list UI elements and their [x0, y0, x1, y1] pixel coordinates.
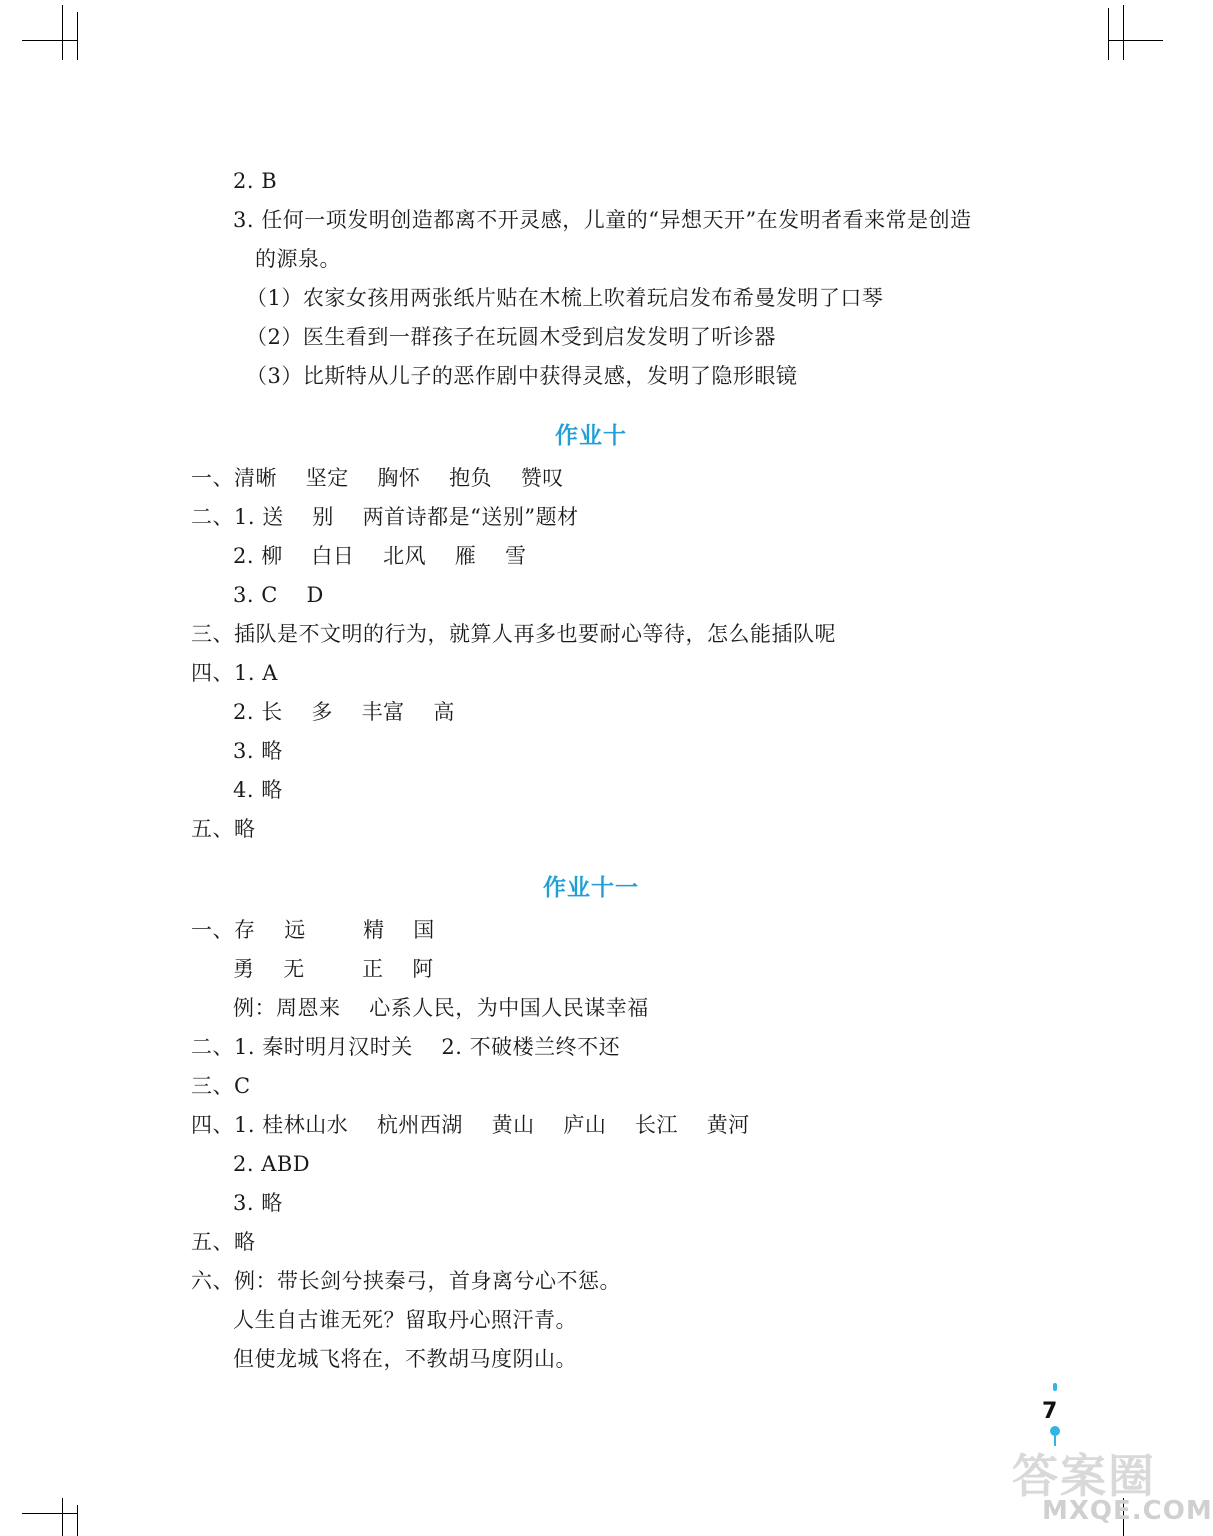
- answer-line: 六、例：带长剑兮挟秦弓，首身离兮心不惩。: [191, 1269, 621, 1293]
- answer-line: 的源泉。: [255, 247, 341, 271]
- watermark-logo: [1012, 1440, 1213, 1536]
- section-title-homework-10: 作业十: [555, 423, 627, 449]
- page-marker-top-icon: [1053, 1383, 1057, 1391]
- crop-mark-bottom-left-v1: [62, 1498, 63, 1536]
- answer-line: 3. 略: [233, 1191, 283, 1215]
- answer-line: 3. 任何一项发明创造都离不开灵感，儿童的“异想天开”在发明者看来常是创造: [233, 208, 972, 232]
- crop-mark-top-right-v2: [1123, 5, 1124, 60]
- answer-line: 2. 柳 白日 北风 雁 雪: [233, 544, 527, 568]
- answer-line: 一、清晰 坚定 胸怀 抱负 赞叹: [191, 466, 564, 490]
- answer-line: 2. ABD: [233, 1152, 311, 1176]
- answer-line: 勇 无 正 阿: [233, 957, 434, 981]
- answer-line: 三、插队是不文明的行为，就算人再多也要耐心等待，怎么能插队呢: [191, 622, 836, 646]
- crop-mark-bottom-left-v2: [77, 1505, 78, 1536]
- answer-line: 2. B: [233, 169, 278, 193]
- answer-line: 二、1. 送 别 两首诗都是“送别”题材: [191, 505, 579, 529]
- crop-mark-top-right-h: [1108, 40, 1163, 41]
- answer-line: 三、C: [191, 1074, 251, 1098]
- answer-line: 一、存 远 精 国: [191, 918, 435, 942]
- answer-line: （1）农家女孩用两张纸片贴在木梳上吹着玩启发布希曼发明了口琴: [246, 286, 884, 310]
- answer-line: 二、1. 秦时明月汉时关 2. 不破楼兰终不还: [191, 1035, 621, 1059]
- answer-line: 五、略: [191, 1230, 256, 1254]
- crop-mark-top-right-v1: [1108, 8, 1109, 60]
- section-title-homework-11: 作业十一: [543, 875, 639, 901]
- crop-mark-top-left-h: [22, 40, 77, 41]
- page-number: 7: [1042, 1399, 1058, 1424]
- watermark-site-text: MXQE.COM: [1042, 1496, 1213, 1526]
- answer-line: （3）比斯特从儿子的恶作剧中获得灵感，发明了隐形眼镜: [246, 364, 798, 388]
- answer-line: 但使龙城飞将在，不教胡马度阴山。: [233, 1347, 577, 1371]
- answer-line: 3. 略: [233, 739, 283, 763]
- answer-line: （2）医生看到一群孩子在玩圆木受到启发发明了听诊器: [246, 325, 776, 349]
- crop-mark-bottom-left-h: [22, 1513, 77, 1514]
- answer-line: 五、略: [191, 817, 256, 841]
- answer-line: 4. 略: [233, 778, 283, 802]
- crop-mark-top-left-v1: [62, 5, 63, 60]
- answer-line: 例：周恩来 心系人民，为中国人民谋幸福: [233, 996, 649, 1020]
- answer-line: 3. C D: [233, 583, 324, 607]
- answer-line: 2. 长 多 丰富 高: [233, 700, 455, 724]
- answer-line: 四、1. A: [191, 661, 278, 685]
- crop-mark-top-left-v2: [77, 12, 78, 60]
- answer-line: 四、1. 桂林山水 杭州西湖 黄山 庐山 长江 黄河: [191, 1113, 750, 1137]
- watermark-main-text: 答案圈: [1012, 1449, 1156, 1503]
- answer-line: 人生自古谁无死？留取丹心照汗青。: [233, 1308, 577, 1332]
